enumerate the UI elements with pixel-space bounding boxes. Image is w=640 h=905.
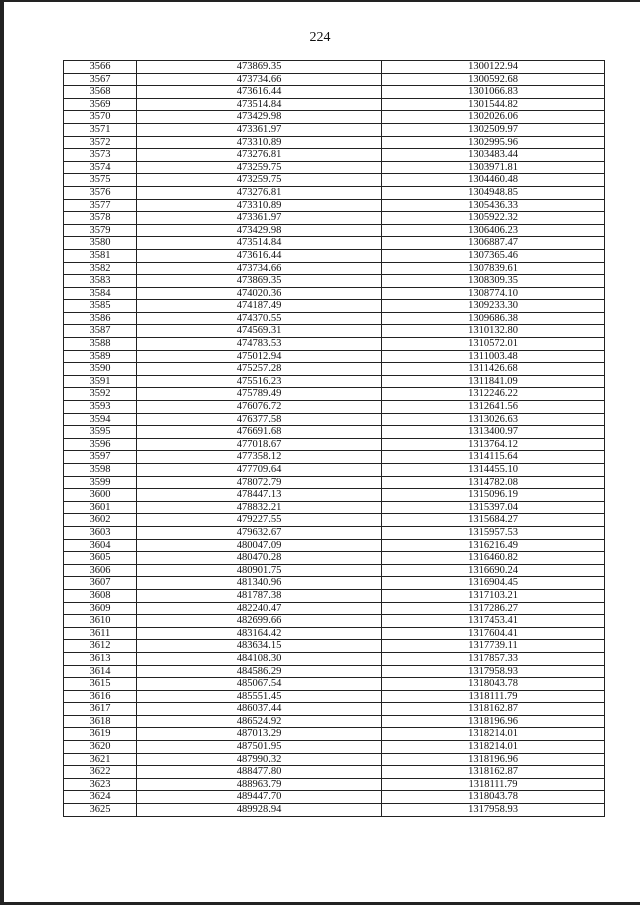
x-coordinate-cell: 482699.66 (137, 615, 382, 628)
x-coordinate-cell: 473616.44 (137, 86, 382, 99)
x-coordinate-cell: 473514.84 (137, 237, 382, 250)
point-number-cell: 3624 (64, 791, 137, 804)
table-row (64, 275, 605, 288)
x-coordinate-cell: 474020.36 (137, 287, 382, 300)
table-row (64, 602, 605, 615)
point-number-cell: 3597 (64, 451, 137, 464)
x-coordinate-cell: 486037.44 (137, 703, 382, 716)
point-number-cell: 3574 (64, 161, 137, 174)
point-number-cell: 3591 (64, 375, 137, 388)
point-number-cell: 3613 (64, 652, 137, 665)
table-row (64, 501, 605, 514)
table-row (64, 489, 605, 502)
y-coordinate-cell: 1302509.97 (382, 123, 605, 136)
x-coordinate-cell: 477709.64 (137, 464, 382, 477)
table-row (64, 413, 605, 426)
point-number-cell: 3578 (64, 212, 137, 225)
x-coordinate-cell: 474783.53 (137, 338, 382, 351)
point-number-cell: 3612 (64, 640, 137, 653)
y-coordinate-cell: 1314115.64 (382, 451, 605, 464)
table-row (64, 652, 605, 665)
y-coordinate-cell: 1313026.63 (382, 413, 605, 426)
table-row (64, 161, 605, 174)
x-coordinate-cell: 488963.79 (137, 778, 382, 791)
point-number-cell: 3616 (64, 690, 137, 703)
y-coordinate-cell: 1311841.09 (382, 375, 605, 388)
point-number-cell: 3569 (64, 98, 137, 111)
y-coordinate-cell: 1315957.53 (382, 526, 605, 539)
table-row (64, 577, 605, 590)
y-coordinate-cell: 1306887.47 (382, 237, 605, 250)
x-coordinate-cell: 473734.66 (137, 262, 382, 275)
table-row (64, 61, 605, 74)
point-number-cell: 3567 (64, 73, 137, 86)
x-coordinate-cell: 484586.29 (137, 665, 382, 678)
y-coordinate-cell: 1317103.21 (382, 589, 605, 602)
point-number-cell: 3608 (64, 589, 137, 602)
point-number-cell: 3623 (64, 778, 137, 791)
point-number-cell: 3580 (64, 237, 137, 250)
y-coordinate-cell: 1311426.68 (382, 363, 605, 376)
table-row (64, 564, 605, 577)
x-coordinate-cell: 487990.32 (137, 753, 382, 766)
table-row (64, 375, 605, 388)
table-row (64, 438, 605, 451)
y-coordinate-cell: 1318111.79 (382, 778, 605, 791)
x-coordinate-cell: 479632.67 (137, 526, 382, 539)
point-number-cell: 3586 (64, 312, 137, 325)
y-coordinate-cell: 1307365.46 (382, 249, 605, 262)
page-border-top (0, 0, 640, 2)
x-coordinate-cell: 474569.31 (137, 325, 382, 338)
table-row (64, 791, 605, 804)
x-coordinate-cell: 488477.80 (137, 766, 382, 779)
table-row (64, 363, 605, 376)
table-row (64, 476, 605, 489)
y-coordinate-cell: 1309686.38 (382, 312, 605, 325)
table-row (64, 300, 605, 313)
x-coordinate-cell: 473514.84 (137, 98, 382, 111)
y-coordinate-cell: 1317958.93 (382, 665, 605, 678)
point-number-cell: 3587 (64, 325, 137, 338)
table-row (64, 98, 605, 111)
y-coordinate-cell: 1311003.48 (382, 350, 605, 363)
table-row (64, 73, 605, 86)
x-coordinate-cell: 479227.55 (137, 514, 382, 527)
table-row (64, 451, 605, 464)
point-number-cell: 3585 (64, 300, 137, 313)
page-number: 224 (309, 30, 331, 45)
y-coordinate-cell: 1316904.45 (382, 577, 605, 590)
x-coordinate-cell: 473361.97 (137, 123, 382, 136)
table-row (64, 237, 605, 250)
point-number-cell: 3581 (64, 249, 137, 262)
y-coordinate-cell: 1313764.12 (382, 438, 605, 451)
x-coordinate-cell: 473310.89 (137, 199, 382, 212)
y-coordinate-cell: 1306406.23 (382, 224, 605, 237)
x-coordinate-cell: 476691.68 (137, 426, 382, 439)
point-number-cell: 3614 (64, 665, 137, 678)
point-number-cell: 3568 (64, 86, 137, 99)
y-coordinate-cell: 1317604.41 (382, 627, 605, 640)
x-coordinate-cell: 482240.47 (137, 602, 382, 615)
x-coordinate-cell: 483634.15 (137, 640, 382, 653)
x-coordinate-cell: 476076.72 (137, 401, 382, 414)
table-row (64, 741, 605, 754)
table-row (64, 552, 605, 565)
x-coordinate-cell: 481340.96 (137, 577, 382, 590)
table-row (64, 86, 605, 99)
table-row (64, 224, 605, 237)
point-number-cell: 3625 (64, 804, 137, 817)
table-row (64, 186, 605, 199)
table-row (64, 287, 605, 300)
point-number-cell: 3602 (64, 514, 137, 527)
y-coordinate-cell: 1318214.01 (382, 728, 605, 741)
point-number-cell: 3589 (64, 350, 137, 363)
point-number-cell: 3595 (64, 426, 137, 439)
point-number-cell: 3607 (64, 577, 137, 590)
y-coordinate-cell: 1318043.78 (382, 678, 605, 691)
point-number-cell: 3620 (64, 741, 137, 754)
point-number-cell: 3573 (64, 149, 137, 162)
x-coordinate-cell: 484108.30 (137, 652, 382, 665)
y-coordinate-cell: 1303483.44 (382, 149, 605, 162)
x-coordinate-cell: 489928.94 (137, 804, 382, 817)
table-row (64, 350, 605, 363)
y-coordinate-cell: 1304948.85 (382, 186, 605, 199)
y-coordinate-cell: 1318214.01 (382, 741, 605, 754)
y-coordinate-cell: 1318162.87 (382, 766, 605, 779)
point-number-cell: 3576 (64, 186, 137, 199)
point-number-cell: 3619 (64, 728, 137, 741)
x-coordinate-cell: 473734.66 (137, 73, 382, 86)
x-coordinate-cell: 473276.81 (137, 149, 382, 162)
y-coordinate-cell: 1304460.48 (382, 174, 605, 187)
table-row (64, 199, 605, 212)
coordinates-table (63, 60, 605, 817)
y-coordinate-cell: 1315096.19 (382, 489, 605, 502)
table-row (64, 690, 605, 703)
point-number-cell: 3598 (64, 464, 137, 477)
table-row (64, 526, 605, 539)
point-number-cell: 3603 (64, 526, 137, 539)
table-row (64, 388, 605, 401)
point-number-cell: 3605 (64, 552, 137, 565)
y-coordinate-cell: 1312246.22 (382, 388, 605, 401)
x-coordinate-cell: 485067.54 (137, 678, 382, 691)
y-coordinate-cell: 1301066.83 (382, 86, 605, 99)
point-number-cell: 3570 (64, 111, 137, 124)
table-row (64, 715, 605, 728)
point-number-cell: 3592 (64, 388, 137, 401)
table-row (64, 325, 605, 338)
point-number-cell: 3606 (64, 564, 137, 577)
y-coordinate-cell: 1300592.68 (382, 73, 605, 86)
y-coordinate-cell: 1315684.27 (382, 514, 605, 527)
point-number-cell: 3622 (64, 766, 137, 779)
point-number-cell: 3577 (64, 199, 137, 212)
table-row (64, 123, 605, 136)
y-coordinate-cell: 1316690.24 (382, 564, 605, 577)
x-coordinate-cell: 473616.44 (137, 249, 382, 262)
point-number-cell: 3582 (64, 262, 137, 275)
y-coordinate-cell: 1310132.80 (382, 325, 605, 338)
y-coordinate-cell: 1310572.01 (382, 338, 605, 351)
point-number-cell: 3601 (64, 501, 137, 514)
y-coordinate-cell: 1302026.06 (382, 111, 605, 124)
x-coordinate-cell: 481787.38 (137, 589, 382, 602)
table-row (64, 426, 605, 439)
x-coordinate-cell: 474187.49 (137, 300, 382, 313)
table-row (64, 640, 605, 653)
table-row (64, 665, 605, 678)
y-coordinate-cell: 1318162.87 (382, 703, 605, 716)
point-number-cell: 3615 (64, 678, 137, 691)
x-coordinate-cell: 473259.75 (137, 174, 382, 187)
y-coordinate-cell: 1316460.82 (382, 552, 605, 565)
y-coordinate-cell: 1308309.35 (382, 275, 605, 288)
table-row (64, 514, 605, 527)
x-coordinate-cell: 473429.98 (137, 224, 382, 237)
y-coordinate-cell: 1313400.97 (382, 426, 605, 439)
y-coordinate-cell: 1300122.94 (382, 61, 605, 74)
point-number-cell: 3610 (64, 615, 137, 628)
y-coordinate-cell: 1318196.96 (382, 715, 605, 728)
table-row (64, 804, 605, 817)
y-coordinate-cell: 1317453.41 (382, 615, 605, 628)
table-row (64, 174, 605, 187)
x-coordinate-cell: 480901.75 (137, 564, 382, 577)
x-coordinate-cell: 478447.13 (137, 489, 382, 502)
point-number-cell: 3621 (64, 753, 137, 766)
x-coordinate-cell: 475257.28 (137, 363, 382, 376)
y-coordinate-cell: 1302995.96 (382, 136, 605, 149)
table-row (64, 249, 605, 262)
x-coordinate-cell: 473276.81 (137, 186, 382, 199)
point-number-cell: 3579 (64, 224, 137, 237)
x-coordinate-cell: 475516.23 (137, 375, 382, 388)
point-number-cell: 3575 (64, 174, 137, 187)
table-row (64, 212, 605, 225)
table-row (64, 401, 605, 414)
table-row (64, 539, 605, 552)
x-coordinate-cell: 473259.75 (137, 161, 382, 174)
table-row (64, 136, 605, 149)
point-number-cell: 3572 (64, 136, 137, 149)
y-coordinate-cell: 1301544.82 (382, 98, 605, 111)
point-number-cell: 3583 (64, 275, 137, 288)
table-row (64, 627, 605, 640)
y-coordinate-cell: 1305922.32 (382, 212, 605, 225)
y-coordinate-cell: 1305436.33 (382, 199, 605, 212)
x-coordinate-cell: 473869.35 (137, 61, 382, 74)
y-coordinate-cell: 1316216.49 (382, 539, 605, 552)
table-row (64, 149, 605, 162)
x-coordinate-cell: 487501.95 (137, 741, 382, 754)
page-border-left (0, 0, 4, 905)
x-coordinate-cell: 489447.70 (137, 791, 382, 804)
point-number-cell: 3611 (64, 627, 137, 640)
table-row (64, 728, 605, 741)
table-row (64, 615, 605, 628)
table-row (64, 262, 605, 275)
point-number-cell: 3604 (64, 539, 137, 552)
x-coordinate-cell: 483164.42 (137, 627, 382, 640)
x-coordinate-cell: 480470.28 (137, 552, 382, 565)
table-row (64, 338, 605, 351)
y-coordinate-cell: 1315397.04 (382, 501, 605, 514)
point-number-cell: 3609 (64, 602, 137, 615)
y-coordinate-cell: 1314455.10 (382, 464, 605, 477)
table-row (64, 678, 605, 691)
x-coordinate-cell: 487013.29 (137, 728, 382, 741)
table-row (64, 766, 605, 779)
point-number-cell: 3571 (64, 123, 137, 136)
table-row (64, 778, 605, 791)
y-coordinate-cell: 1309233.30 (382, 300, 605, 313)
point-number-cell: 3566 (64, 61, 137, 74)
y-coordinate-cell: 1314782.08 (382, 476, 605, 489)
table-row (64, 703, 605, 716)
y-coordinate-cell: 1317857.33 (382, 652, 605, 665)
point-number-cell: 3593 (64, 401, 137, 414)
y-coordinate-cell: 1317958.93 (382, 804, 605, 817)
coordinates-table-body (64, 61, 605, 817)
point-number-cell: 3617 (64, 703, 137, 716)
point-number-cell: 3618 (64, 715, 137, 728)
y-coordinate-cell: 1318111.79 (382, 690, 605, 703)
x-coordinate-cell: 478072.79 (137, 476, 382, 489)
y-coordinate-cell: 1312641.56 (382, 401, 605, 414)
point-number-cell: 3596 (64, 438, 137, 451)
table-row (64, 312, 605, 325)
table-row (64, 589, 605, 602)
table-row (64, 464, 605, 477)
point-number-cell: 3594 (64, 413, 137, 426)
y-coordinate-cell: 1318196.96 (382, 753, 605, 766)
point-number-cell: 3599 (64, 476, 137, 489)
x-coordinate-cell: 480047.09 (137, 539, 382, 552)
x-coordinate-cell: 473429.98 (137, 111, 382, 124)
x-coordinate-cell: 476377.58 (137, 413, 382, 426)
x-coordinate-cell: 475012.94 (137, 350, 382, 363)
y-coordinate-cell: 1308774.10 (382, 287, 605, 300)
y-coordinate-cell: 1317739.11 (382, 640, 605, 653)
y-coordinate-cell: 1317286.27 (382, 602, 605, 615)
x-coordinate-cell: 473361.97 (137, 212, 382, 225)
point-number-cell: 3600 (64, 489, 137, 502)
point-number-cell: 3584 (64, 287, 137, 300)
x-coordinate-cell: 473310.89 (137, 136, 382, 149)
x-coordinate-cell: 477358.12 (137, 451, 382, 464)
y-coordinate-cell: 1303971.81 (382, 161, 605, 174)
x-coordinate-cell: 485551.45 (137, 690, 382, 703)
x-coordinate-cell: 473869.35 (137, 275, 382, 288)
x-coordinate-cell: 486524.92 (137, 715, 382, 728)
x-coordinate-cell: 478832.21 (137, 501, 382, 514)
point-number-cell: 3590 (64, 363, 137, 376)
x-coordinate-cell: 477018.67 (137, 438, 382, 451)
y-coordinate-cell: 1307839.61 (382, 262, 605, 275)
table-row (64, 111, 605, 124)
x-coordinate-cell: 475789.49 (137, 388, 382, 401)
x-coordinate-cell: 474370.55 (137, 312, 382, 325)
point-number-cell: 3588 (64, 338, 137, 351)
table-row (64, 753, 605, 766)
y-coordinate-cell: 1318043.78 (382, 791, 605, 804)
